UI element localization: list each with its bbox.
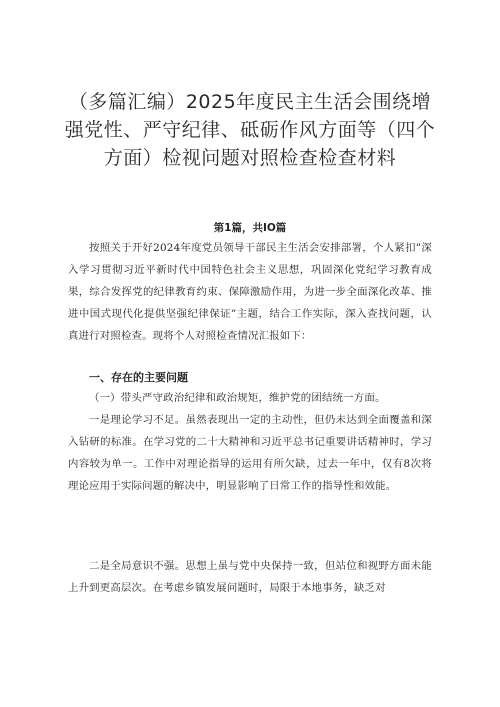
- document-part-indicator: 第1篇，共IO篇: [213, 222, 287, 234]
- document-title: （多篇汇编）2025年度民主生活会围绕增强党性、严守纪律、砥砺作风方面等（四个方面）检视问题对照检查检查材料: [64, 91, 436, 169]
- point-one-paragraph: 一是理论学习不足。虽然表现出一定的主动性，但仍未达到全面覆盖和深入钻研的标准。在学习党的二十大精神和习近平总书记重要讲话精神时，学习内容较为单一。工作中对理论指导的运用有所欠缺，过去一年中，仅有8次将理论应用于实际问题的解决中，明显影响了日常工作的指导性和效能。: [68, 414, 432, 492]
- section-heading: 一、存在的主要问题: [89, 371, 188, 384]
- point-two-paragraph: 二是全局意识不强。思想上虽与党中央保持一致，但站位和视野方面未能上升到更高层次。在考虑乡镇发展问题时，局限于本地事务，缺乏对: [68, 560, 432, 594]
- intro-paragraph: 按照关于开好2024年度党员领导干部民主生活会安排部署，个人紧扣”深入学习贯彻习近平新时代中国特色社会主义思想，巩固深化党纪学习教育成果，综合发挥党的纪律教育约束、保障激励作用，为进一步全面深化改革、推进中国式现代化提供坚强纪律保证”主题，结合工作实际，深入查找问题，认真进行对照检查。现将个人对照检查情况汇报如下：: [68, 242, 432, 342]
- subsection-heading: （一）带头严守政治纪律和政治规矩，维护党的团结统一方面。: [89, 392, 386, 404]
